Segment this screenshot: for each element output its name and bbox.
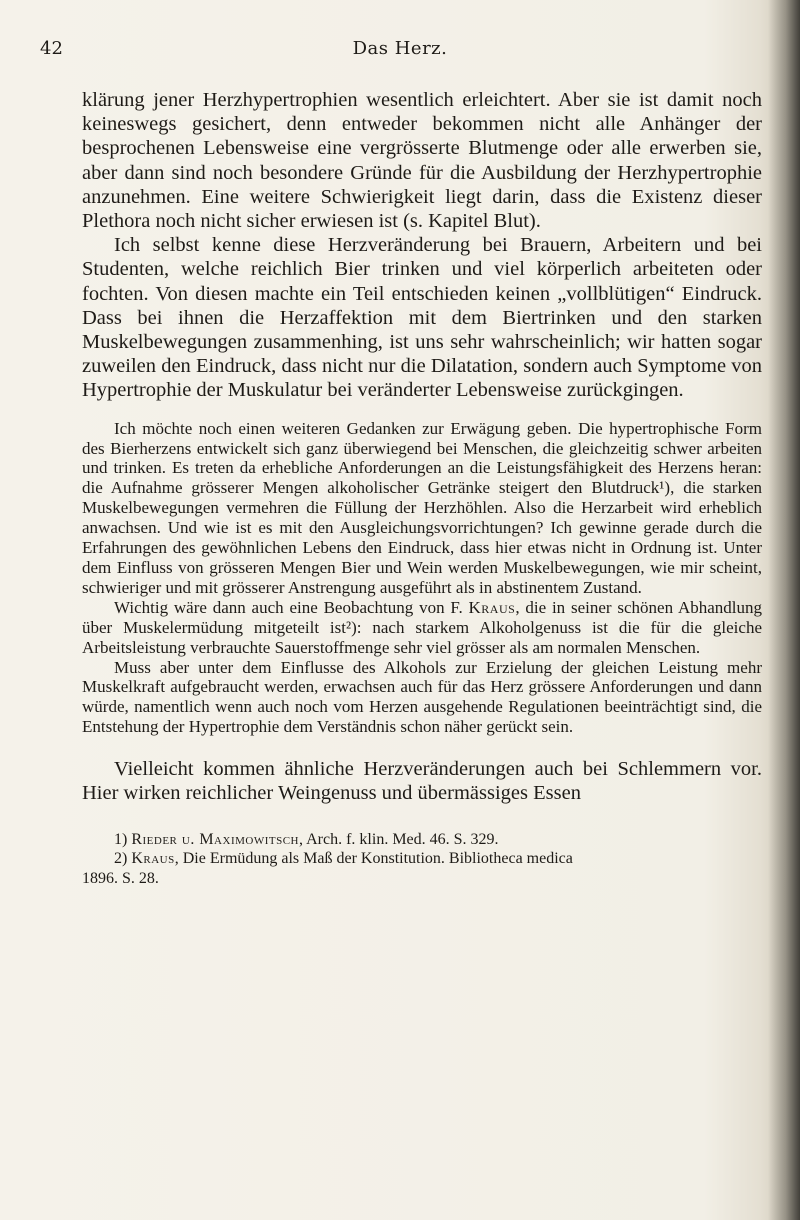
footnote-1-text: , Arch. f. klin. Med. 46. S. 329. [299, 830, 499, 848]
small-paragraph-2-after: , die in seiner schönen Abhandlung über Muskelermüdung mitgeteilt ist²): nach starkem Alkoholgenuss ist die für die gleiche Arbeitsleistung verbrauchte Sauerstoffmenge sehr viel grösser als am normalen Menschen. [82, 597, 762, 657]
page-number: 42 [40, 38, 63, 59]
footnote-2-continuation: 1896. S. 28. [82, 869, 159, 887]
small-paragraph-1: Ich möchte noch einen weiteren Gedanken zur Erwägung geben. Die hypertrophische Form des Bierherzens entwickelt sich ganz überwiegend bei Menschen, die gleichzeitig schwer arbeiten und trinken. Es treten da erhebliche Anforderungen an die Leistungsfähigkeit des Herzens heran: die Aufnahme grösserer Mengen alkoholischer Getränke steigert den Blutdruck¹), die starken Muskelbewegungen vermehren die Füllung der Herzhöhlen. Also die Herzarbeit wird erheblich anwachsen. Und wie ist es mit den Ausgleichungsvorrichtungen? Ich gewinne gerade durch die Erfahrungen des gewöhnlichen Lebens den Eindruck, dass hier etwas nicht in Ordnung ist. Unter dem Einfluss von grösseren Mengen Bier und Wein werden Muskelbewegungen, wie mir scheint, schwieriger und mit grösserer Anstrengung ausgeführt als in abstinentem Zustand. [82, 418, 762, 597]
paragraph-1: klärung jener Herzhypertrophien wesentlich erleichtert. Aber sie ist damit noch keineswegs gesichert, denn entweder bekommen nicht alle Anhänger der besprochenen Lebensweise eine vergrösserte Blutmenge oder alle erwerben sie, aber dann sind noch besondere Gründe für die Ausbildung der Herzhypertrophie anzunehmen. Eine weitere Schwierigkeit liegt darin, dass die Existenz dieser Plethora noch nicht sicher erwiesen ist (s. Kapitel Blut). [82, 89, 762, 233]
paragraph-3: Vielleicht kommen ähnliche Herzveränderungen auch bei Schlemmern vor. Hier wirken reichlicher Weingenuss und übermässiges Essen [82, 758, 762, 805]
running-title: Das Herz. [352, 38, 448, 59]
footnote-1-author: Rieder u. Maximowitsch [131, 830, 299, 848]
page-edge-shadow [768, 0, 800, 1220]
footnote-2-author: Kraus [131, 850, 175, 868]
footnote-1 [82, 830, 762, 850]
footnote-2 [82, 849, 762, 869]
footnote-1-mark: 1) [114, 830, 128, 848]
footnote-2-text: , Die Ermüdung als Maß der Konstitution. Bibliotheca medica [174, 850, 573, 868]
author-kraus: Kraus [468, 597, 516, 617]
small-paragraph-3: Muss aber unter dem Einflusse des Alkohols zur Erzielung der gleichen Leistung mehr Muskelkraft aufgebraucht werden, erwachsen auch für das Herz grössere Anforderungen und dann würde, namentlich wenn auch noch vom Herzen ausgehende Regulationen beeinträchtigt sind, die Entstehung der Hypertrophie dem Verständnis schon näher gerückt sein. [82, 657, 762, 737]
footnote-2-mark: 2) [114, 850, 128, 868]
small-paragraph-2 [82, 598, 762, 658]
page-body [82, 88, 762, 888]
page-header [0, 38, 800, 68]
paragraph-2: Ich selbst kenne diese Herzveränderung bei Brauern, Arbeitern und bei Studenten, welche reichlich Bier trinken und viel körperlich arbeiteten oder fochten. Von diesen machte ein Teil entschieden keinen „vollblütigen“ Eindruck. Dass bei ihnen die Herzaffektion mit dem Biertrinken und den starken Muskelbewegungen zusammenhing, ist uns sehr wahrscheinlich; wir hatten sogar zuweilen den Eindruck, dass nicht nur die Dilatation, sondern auch Symptome von Hypertrophie der Muskulatur bei veränderter Lebensweise zurückgingen. [82, 234, 762, 402]
small-paragraph-2-before: Wichtig wäre dann auch eine Beobachtung von F. [114, 597, 469, 617]
footnotes [82, 830, 762, 889]
